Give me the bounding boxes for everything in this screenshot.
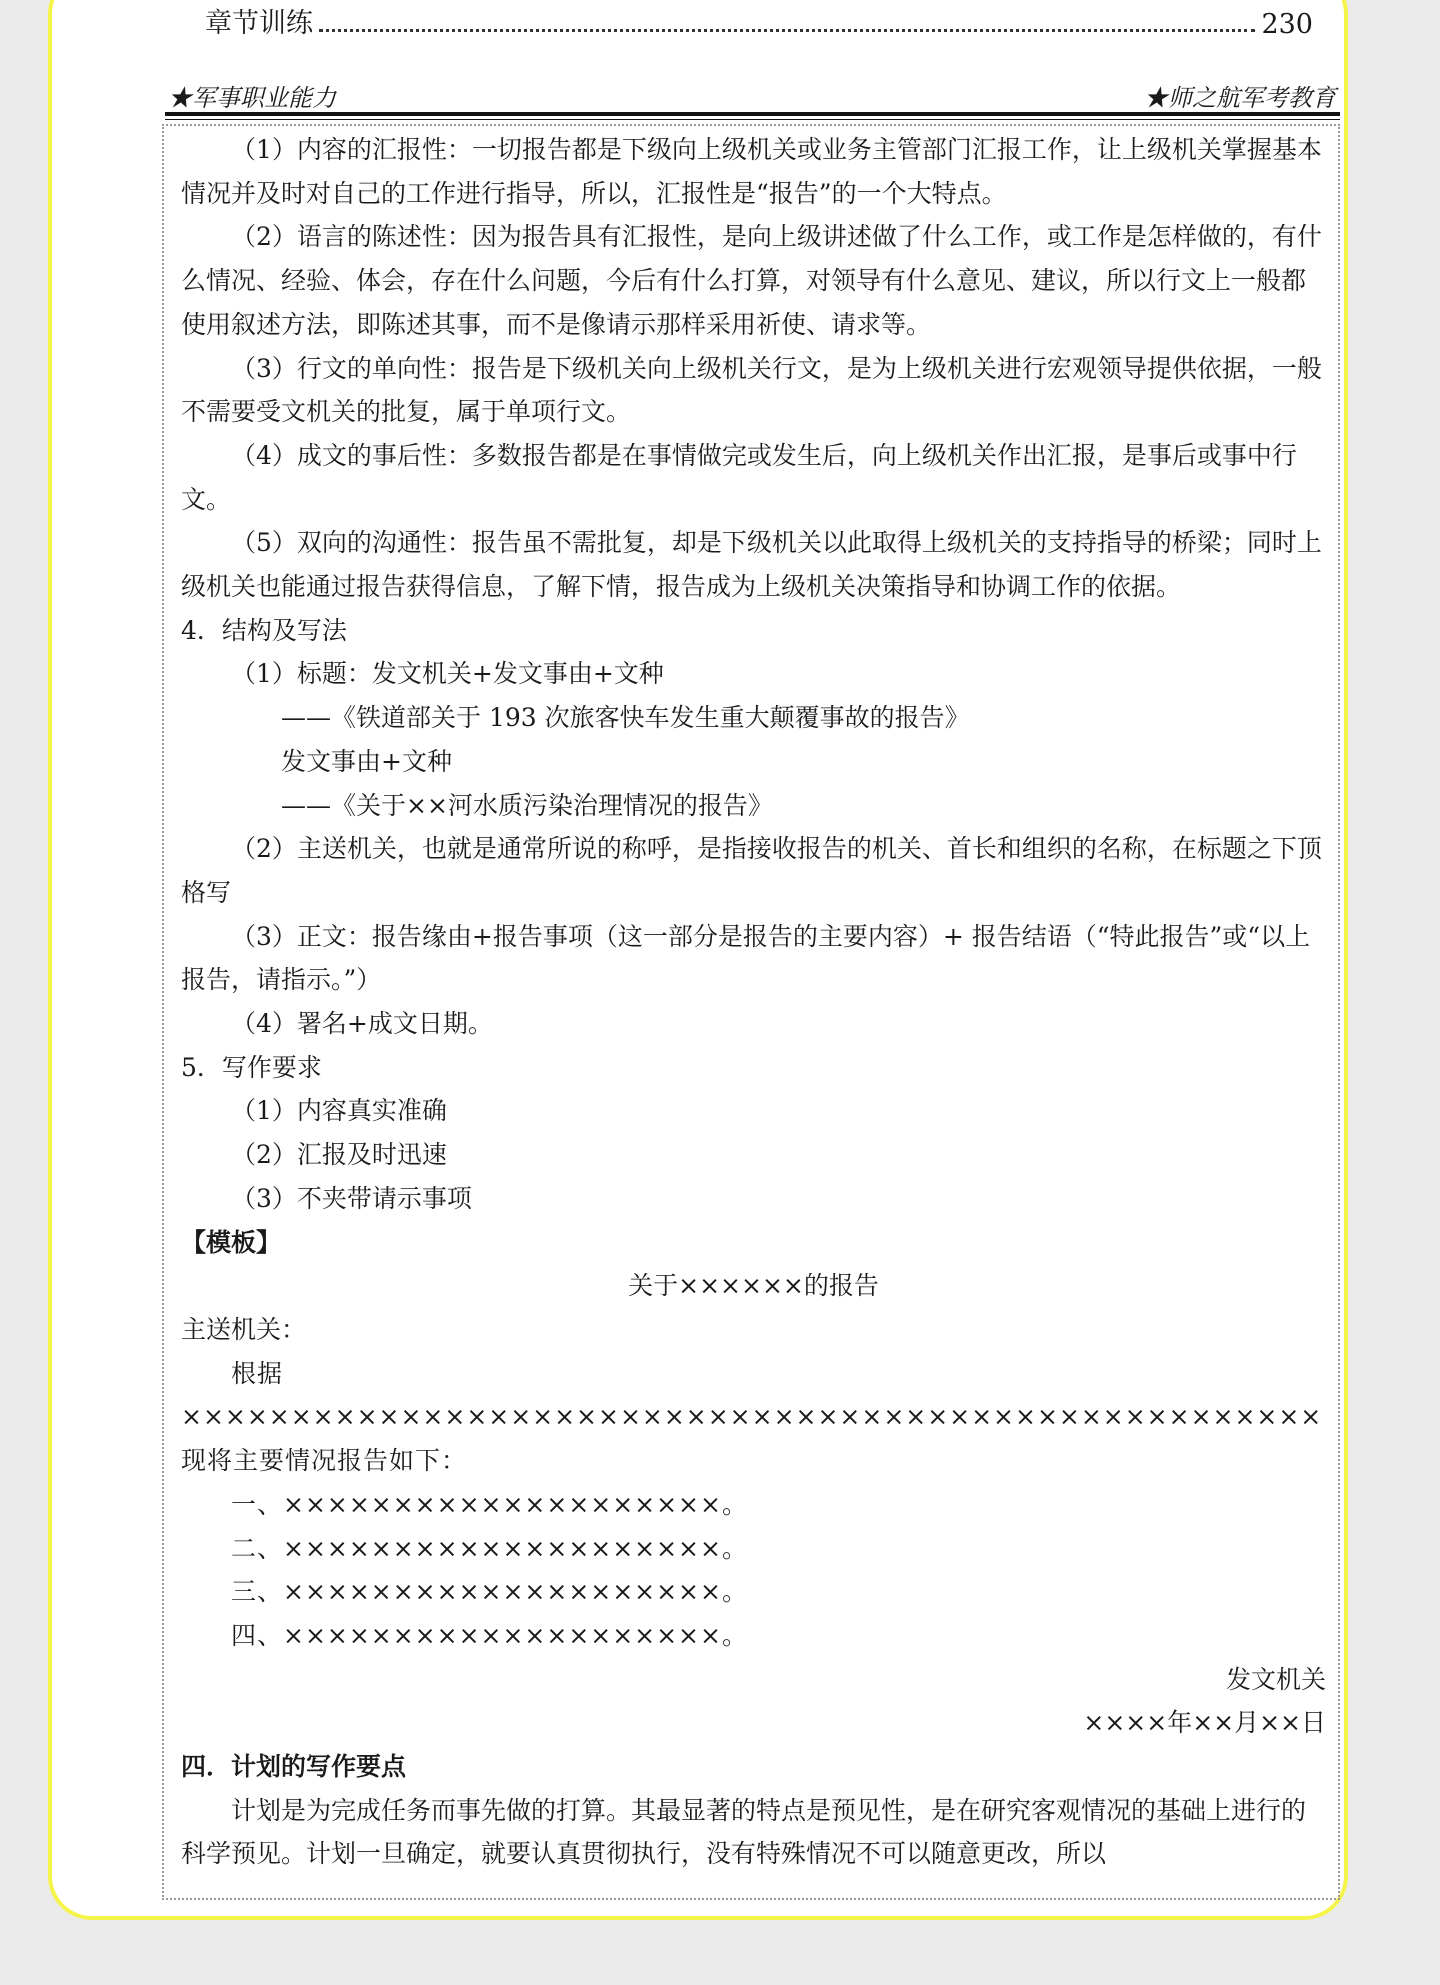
paragraph: 四．计划的写作要点 [181, 1752, 407, 1782]
paragraph: （1）内容真实准确 [231, 1096, 447, 1126]
paragraph: ——《关于××河水质污染治理情况的报告》 [281, 790, 773, 820]
paragraph: （2）语言的陈述性：因为报告具有汇报性，是向上级讲述做了什么工作，或工作是怎样做的，有什么情况、经验、体会，存在什么问题，今后有什么打算，对领导有什么意见、建议，所以行文上一般都使用叙述方法，即陈述其事，而不是像请示那样采用祈使、请求等。 [181, 222, 1322, 339]
paragraph: 计划是为完成任务而事先做的打算。其最显著的特点是预见性，是在研究客观情况的基础上进行的科学预见。计划一旦确定，就要认真贯彻执行，没有特殊情况不可以随意更改，所以 [181, 1795, 1307, 1869]
paragraph: 发文机关 [1225, 1664, 1326, 1694]
header-right: ★师之航军考教育 [1144, 83, 1336, 112]
paragraph: 【模板】 [181, 1227, 282, 1257]
paragraph: 关于××××××的报告 [628, 1271, 879, 1301]
paragraph: （1）标题：发文机关+发文事由+文种 [231, 659, 664, 689]
paragraph: （4）署名+成文日期。 [231, 1009, 493, 1039]
paragraph: 4．结构及写法 [181, 615, 347, 645]
paragraph: （3）正文：报告缘由+报告事项（这一部分是报告的主要内容）+ 报告结语（“特此报告”或“以上报告，请指示。”） [181, 921, 1311, 995]
body-text [181, 128, 1326, 1876]
paragraph: 5．写作要求 [181, 1052, 322, 1082]
paragraph: 三、××××××××××××××××××××。 [231, 1577, 748, 1607]
paragraph: 根据××××××××××××××××××××××××××××××××××××××××××××××××××××现将主要情况报告如下： [181, 1358, 1323, 1476]
toc-entry[interactable] [205, 4, 1313, 40]
paragraph: （1）内容的汇报性：一切报告都是下级向上级机关或业务主管部门汇报工作，让上级机关掌握基本情况并及时对自己的工作进行指导，所以，汇报性是“报告”的一个大特点。 [181, 135, 1322, 208]
paragraph: 一、××××××××××××××××××××。 [231, 1489, 748, 1519]
toc-label: 章节训练 [205, 8, 313, 39]
paragraph: 主送机关： [181, 1314, 307, 1344]
paragraph: （4）成文的事后性：多数报告都是在事情做完或发生后，向上级机关作出汇报，是事后或事中行文。 [181, 440, 1297, 514]
paragraph: （2）主送机关，也就是通常所说的称呼，是指接收报告的机关、首长和组织的名称，在标题之下顶格写 [181, 834, 1322, 907]
paragraph: （3）不夹带请示事项 [231, 1183, 472, 1213]
running-header [168, 78, 1336, 112]
paragraph: （3）行文的单向性：报告是下级机关向上级机关行文，是为上级机关进行宏观领导提供依据，一般不需要受文机关的批复，属于单项行文。 [181, 353, 1322, 427]
toc-leader-dots [319, 29, 1255, 32]
paragraph: ××××年××月××日 [1083, 1708, 1326, 1738]
paragraph: （5）双向的沟通性：报告虽不需批复，却是下级机关以此取得上级机关的支持指导的桥梁；同时上级机关也能通过报告获得信息，了解下情，报告成为上级机关决策指导和协调工作的依据。 [181, 528, 1322, 602]
header-left: ★军事职业能力 [168, 83, 336, 112]
paragraph: 四、××××××××××××××××××××。 [231, 1620, 748, 1650]
header-rule-thick [165, 112, 1340, 116]
paragraph: （2）汇报及时迅速 [231, 1140, 447, 1170]
header-rule-thin [165, 119, 1340, 120]
paragraph: 发文事由+文种 [281, 746, 452, 776]
paragraph: 二、××××××××××××××××××××。 [231, 1533, 748, 1563]
toc-page-number: 230 [1261, 9, 1313, 40]
paragraph: ——《铁道部关于 193 次旅客快车发生重大颠覆事故的报告》 [281, 703, 970, 733]
